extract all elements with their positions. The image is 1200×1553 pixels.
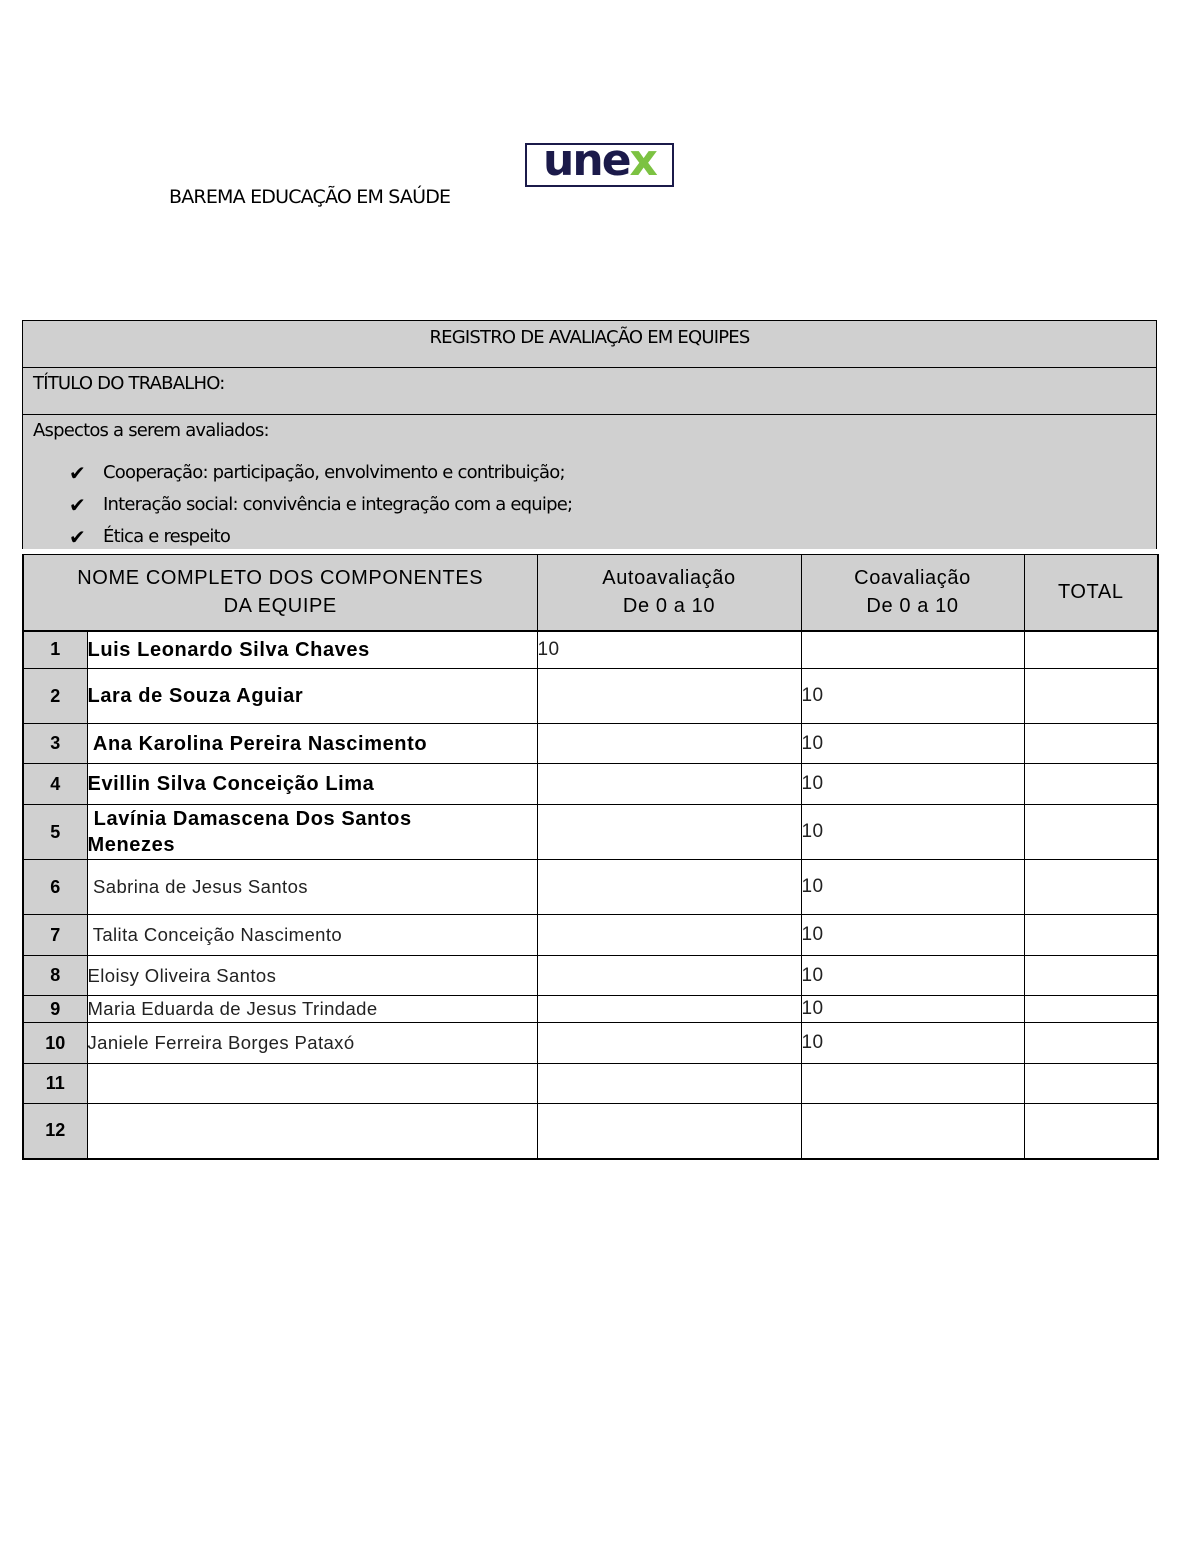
self-score[interactable]	[537, 996, 801, 1023]
header-name: NOME COMPLETO DOS COMPONENTES DA EQUIPE	[23, 555, 537, 631]
co-score[interactable]: 10	[801, 915, 1024, 956]
member-name[interactable]: Sabrina de Jesus Santos	[87, 860, 537, 915]
self-score[interactable]	[537, 915, 801, 956]
co-score[interactable]: 10	[801, 956, 1024, 996]
total-score[interactable]	[1024, 956, 1158, 996]
self-score[interactable]	[537, 1064, 801, 1104]
total-score[interactable]	[1024, 915, 1158, 956]
total-score[interactable]	[1024, 860, 1158, 915]
work-title-label: TÍTULO DO TRABALHO:	[33, 373, 225, 394]
table-row	[23, 860, 1158, 915]
total-score[interactable]	[1024, 996, 1158, 1023]
self-score[interactable]	[537, 724, 801, 764]
aspects-list	[69, 457, 572, 553]
unex-logo	[525, 135, 674, 187]
self-score[interactable]	[537, 956, 801, 996]
row-number: 1	[23, 631, 87, 669]
member-name[interactable]: Janiele Ferreira Borges Pataxó	[87, 1023, 537, 1064]
table-row	[23, 1104, 1158, 1159]
aspects-label: Aspectos a serem avaliados:	[33, 420, 269, 441]
total-score[interactable]	[1024, 724, 1158, 764]
section-title: REGISTRO DE AVALIAÇÃO EM EQUIPES	[23, 321, 1156, 368]
header-total: TOTAL	[1024, 555, 1158, 631]
checkmark-icon: ✔	[69, 493, 85, 517]
table-row	[23, 805, 1158, 860]
member-name[interactable]: Luis Leonardo Silva Chaves	[87, 631, 537, 669]
table-row	[23, 996, 1158, 1023]
co-score[interactable]	[801, 1064, 1024, 1104]
row-number: 8	[23, 956, 87, 996]
member-name[interactable]: Eloisy Oliveira Santos	[87, 956, 537, 996]
co-score[interactable]: 10	[801, 724, 1024, 764]
total-score[interactable]	[1024, 764, 1158, 805]
checkmark-icon: ✔	[69, 461, 85, 485]
table-row	[23, 724, 1158, 764]
table-row	[23, 956, 1158, 996]
member-name[interactable]: Lavínia Damascena Dos Santos Menezes	[87, 805, 537, 860]
table-row	[23, 915, 1158, 956]
table-row	[23, 669, 1158, 724]
member-name[interactable]: Maria Eduarda de Jesus Trindade	[87, 996, 537, 1023]
co-score[interactable]: 10	[801, 805, 1024, 860]
self-score[interactable]	[537, 764, 801, 805]
co-score[interactable]: 10	[801, 860, 1024, 915]
evaluation-form-header	[22, 320, 1157, 549]
self-score[interactable]	[537, 805, 801, 860]
aspects-section	[23, 415, 1156, 549]
co-score[interactable]: 10	[801, 764, 1024, 805]
logo-wordmark: unex	[543, 135, 656, 186]
table-row	[23, 631, 1158, 669]
row-number: 7	[23, 915, 87, 956]
member-name[interactable]: Ana Karolina Pereira Nascimento	[87, 724, 537, 764]
total-score[interactable]	[1024, 631, 1158, 669]
row-number: 3	[23, 724, 87, 764]
member-name[interactable]: Talita Conceição Nascimento	[87, 915, 537, 956]
total-score[interactable]	[1024, 669, 1158, 724]
aspect-item: ✔ Ética e respeito	[69, 521, 572, 553]
self-score[interactable]: 10	[537, 631, 801, 669]
row-number: 11	[23, 1064, 87, 1104]
co-score[interactable]	[801, 1104, 1024, 1159]
aspect-item: ✔ Interação social: convivência e integração com a equipe;	[69, 489, 572, 521]
header-co-evaluation: Coavaliação De 0 a 10	[801, 555, 1024, 631]
member-name[interactable]: Lara de Souza Aguiar	[87, 669, 537, 724]
table-row	[23, 1064, 1158, 1104]
member-name[interactable]	[87, 1104, 537, 1159]
header-self-evaluation: Autoavaliação De 0 a 10	[537, 555, 801, 631]
co-score[interactable]: 10	[801, 669, 1024, 724]
row-number: 2	[23, 669, 87, 724]
row-number: 4	[23, 764, 87, 805]
self-score[interactable]	[537, 860, 801, 915]
table-header-row	[23, 555, 1158, 631]
work-title-field	[23, 368, 1156, 415]
self-score[interactable]	[537, 1023, 801, 1064]
document-title: BAREMA EDUCAÇÃO EM SAÚDE	[169, 186, 451, 208]
co-score[interactable]	[801, 631, 1024, 669]
total-score[interactable]	[1024, 1023, 1158, 1064]
total-score[interactable]	[1024, 805, 1158, 860]
aspect-item: ✔ Cooperação: participação, envolvimento e contribuição;	[69, 457, 572, 489]
self-score[interactable]	[537, 669, 801, 724]
checkmark-icon: ✔	[69, 525, 85, 549]
co-score[interactable]: 10	[801, 996, 1024, 1023]
total-score[interactable]	[1024, 1064, 1158, 1104]
team-evaluation-table	[22, 554, 1159, 1160]
row-number: 9	[23, 996, 87, 1023]
member-name[interactable]: Evillin Silva Conceição Lima	[87, 764, 537, 805]
table-row	[23, 764, 1158, 805]
self-score[interactable]	[537, 1104, 801, 1159]
total-score[interactable]	[1024, 1104, 1158, 1159]
row-number: 12	[23, 1104, 87, 1159]
row-number: 5	[23, 805, 87, 860]
row-number: 6	[23, 860, 87, 915]
member-name[interactable]	[87, 1064, 537, 1104]
co-score[interactable]: 10	[801, 1023, 1024, 1064]
row-number: 10	[23, 1023, 87, 1064]
table-row	[23, 1023, 1158, 1064]
